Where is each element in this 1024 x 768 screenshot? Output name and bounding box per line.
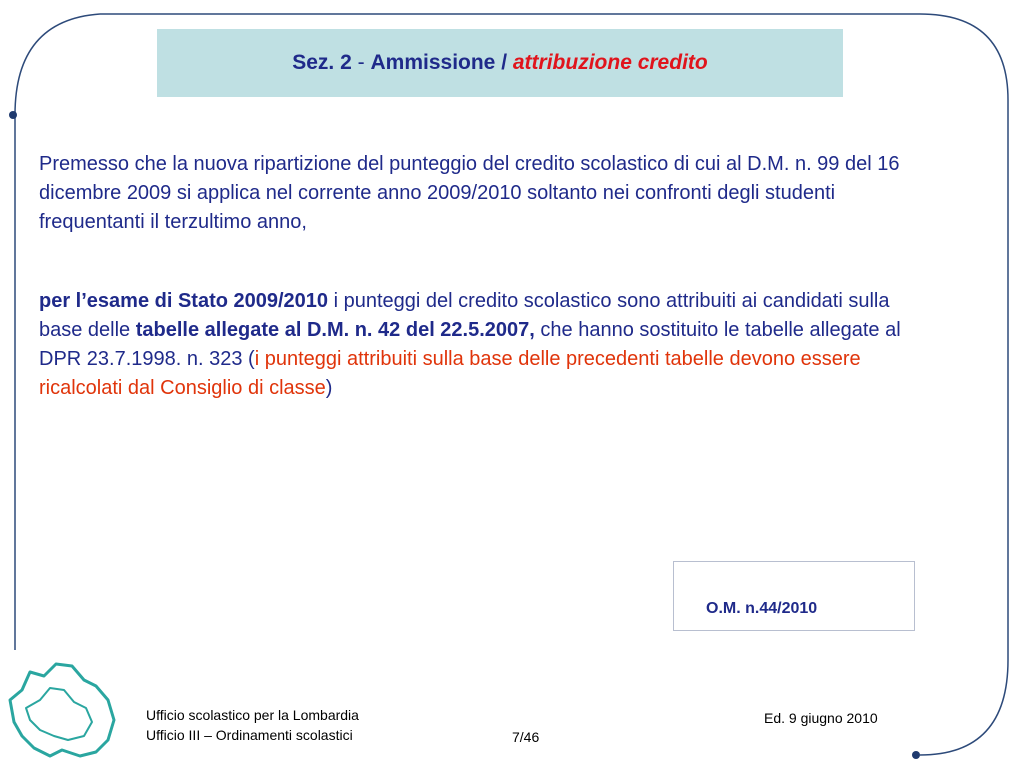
edition-date: Ed. 9 giugno 2010 [764, 710, 878, 726]
corner-dot-top-left [9, 111, 17, 119]
exam-year-bold: per l’esame di Stato 2009/2010 [39, 290, 329, 312]
lombardia-map-logo [10, 664, 114, 756]
recalculation-note: i punteggi attribuiti sulla base delle precedenti tabelle devono essere ricalcolati dal Consiglio di classe [39, 348, 861, 399]
tables-reference-bold: tabelle allegate al D.M. n. 42 del 22.5.2007, [135, 319, 535, 341]
reference-box [673, 561, 915, 631]
paragraph2-text1: i punteggi del credito scolastico sono attribuiti ai candidati sulla base delle [39, 290, 890, 341]
reference-label: O.M. n.44/2010 [706, 600, 818, 617]
paragraph-premise: Premesso che la nuova ripartizione del punteggio del credito scolastico di cui al D.M. n. 99 del 16 dicembre 2009 si applica nel corrente anno 2009/2010 soltanto nei confronti degli studenti frequentanti il terzultimo anno, [39, 153, 900, 233]
title-separator: - [357, 51, 365, 74]
paragraph2-text2: che hanno sostituito le tabelle allegate al DPR 23.7.1998. n. 323 ( [39, 319, 901, 370]
paragraph2-close: ) [325, 377, 333, 399]
slide-title [157, 29, 843, 97]
title-main: Ammissione / [370, 51, 508, 74]
title-emphasis: attribuzione credito [512, 51, 708, 74]
corner-dot-bottom-right [912, 751, 920, 759]
page-number: 7/46 [512, 729, 540, 745]
paragraph-exam-credit [39, 287, 929, 403]
title-section: Sez. 2 [292, 51, 352, 74]
footer-office-line1: Ufficio scolastico per la Lombardia [146, 707, 359, 723]
footer-office-line2: Ufficio III – Ordinamenti scolastici [146, 727, 353, 743]
